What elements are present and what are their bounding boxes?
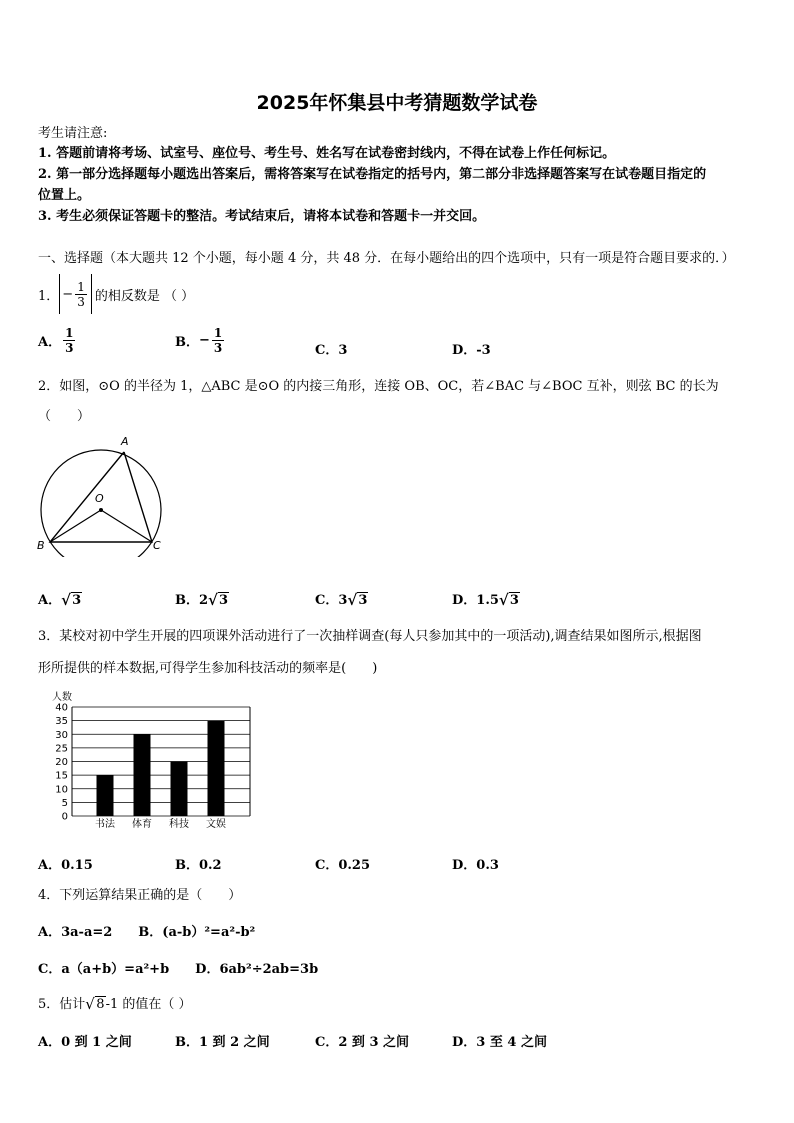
chart-x-tick-label: 书法 bbox=[95, 819, 115, 830]
radicand: 8 bbox=[96, 997, 105, 1012]
fraction-numerator: 1 bbox=[213, 326, 223, 340]
notice-item-2: 2. 第一部分选择题每小题选出答案后，需将答案写在试卷指定的括号内，第二部分非选择题答案写在试卷题目指定的 bbox=[38, 167, 707, 182]
option-label: A． bbox=[38, 593, 62, 608]
q2-option-b bbox=[175, 589, 229, 608]
question-3-line-1: 3．某校对初中学生开展的四项课外活动进行了一次抽样调查(每人只参加其中的一项活动),调查结果如图所示,根据图 bbox=[38, 629, 702, 644]
chart-bars bbox=[97, 721, 225, 816]
label-o: O bbox=[95, 492, 104, 505]
q1-option-a bbox=[38, 326, 77, 355]
chart-x-ticks bbox=[95, 817, 226, 830]
fraction bbox=[75, 280, 87, 309]
q5-option-b: B．1 到 2 之间 bbox=[175, 1035, 270, 1050]
circle-triangle-figure bbox=[34, 432, 164, 557]
option-label: C．3 bbox=[315, 593, 348, 608]
minus-sign: − bbox=[199, 333, 210, 348]
q1-option-d: D．-3 bbox=[452, 343, 491, 358]
question-3-line-2: 形所提供的样本数据,可得学生参加科技活动的频率是( ) bbox=[38, 661, 378, 676]
q2-option-c bbox=[315, 589, 368, 608]
segment-oc bbox=[101, 510, 152, 542]
q3-option-c: C．0.25 bbox=[315, 858, 371, 873]
option-label: D．1.5 bbox=[452, 593, 499, 608]
question-5-post: -1 的值在（ ） bbox=[105, 997, 192, 1012]
chart-y-axis-label: 人数 bbox=[52, 692, 72, 703]
chart-y-tick-label: 40 bbox=[55, 702, 68, 714]
question-4-stem: 4．下列运算结果正确的是（ ） bbox=[38, 888, 242, 903]
absolute-value-expression bbox=[59, 274, 92, 314]
label-b: B bbox=[37, 539, 45, 552]
chart-y-tick-label: 20 bbox=[55, 757, 68, 768]
sqrt-expression bbox=[349, 593, 368, 608]
center-point-o bbox=[99, 508, 103, 512]
q3-option-b: B．0.2 bbox=[175, 858, 222, 873]
chart-bar bbox=[97, 775, 114, 816]
question-1-tail: 的相反数是 （ ） bbox=[94, 288, 195, 304]
question-2-line-1: 2．如图，⊙O 的半径为 1，△ABC 是⊙O 的内接三角形，连接 OB、OC，若∠BAC 与∠BOC 互补，则弦 BC 的长为 bbox=[38, 379, 719, 394]
chart-y-tick-label: 15 bbox=[55, 770, 68, 782]
fraction bbox=[212, 326, 224, 355]
chart-y-tick-label: 10 bbox=[55, 784, 68, 796]
question-2-line-2: （ ） bbox=[38, 409, 91, 424]
option-label: B． bbox=[175, 335, 199, 350]
chart-x-tick-label: 文娱 bbox=[206, 819, 226, 830]
q3-option-d: D．0.3 bbox=[452, 858, 499, 873]
chart-x-tick-label: 体育 bbox=[132, 819, 152, 830]
page-title: 2025年怀集县中考猜题数学试卷 bbox=[256, 92, 538, 114]
bar-chart bbox=[30, 686, 270, 836]
fraction-numerator: 1 bbox=[65, 326, 74, 340]
radicand: 3 bbox=[509, 593, 519, 608]
section-heading: 一、选择题（本大题共 12 个小题，每小题 4 分，共 48 分．在每小题给出的四个选项中，只有一项是符合题目要求的．） bbox=[38, 251, 735, 266]
chart-bar bbox=[171, 762, 188, 817]
minus-sign: − bbox=[62, 286, 74, 302]
sqrt-expression bbox=[87, 997, 105, 1012]
q3-option-a: A．0.15 bbox=[38, 858, 93, 873]
q5-option-d: D．3 至 4 之间 bbox=[452, 1035, 547, 1050]
sqrt-expression bbox=[501, 593, 520, 608]
radicand: 3 bbox=[358, 593, 368, 608]
option-label: A． bbox=[38, 335, 62, 350]
chart-y-tick-label: 30 bbox=[55, 729, 68, 741]
label-a: A bbox=[121, 435, 129, 448]
chart-y-tick-label: 35 bbox=[55, 716, 68, 728]
fraction-denominator: 3 bbox=[65, 341, 74, 355]
label-c: C bbox=[153, 539, 161, 552]
notice-heading: 考生请注意: bbox=[38, 126, 108, 141]
q5-option-c: C．2 到 3 之间 bbox=[315, 1035, 410, 1050]
chart-y-tick-label: 0 bbox=[61, 811, 68, 823]
sqrt-expression bbox=[63, 593, 82, 608]
chart-y-tick-label: 25 bbox=[55, 743, 68, 755]
question-5-pre: 5．估计 bbox=[38, 997, 86, 1012]
chart-y-tick-label: 5 bbox=[61, 797, 68, 809]
segment-ob bbox=[50, 510, 101, 542]
question-1-number: 1． bbox=[38, 288, 60, 304]
notice-item-3: 3. 考生必须保证答题卡的整洁。考试结束后，请将本试卷和答题卡一并交回。 bbox=[38, 209, 486, 224]
fraction-denominator: 3 bbox=[213, 341, 223, 355]
radicand: 3 bbox=[219, 593, 229, 608]
fraction-denominator: 3 bbox=[77, 294, 85, 309]
option-label: B．2 bbox=[175, 593, 209, 608]
q2-option-d bbox=[452, 589, 520, 608]
q1-option-c: C．3 bbox=[315, 343, 348, 358]
q5-option-a: A．0 到 1 之间 bbox=[38, 1035, 132, 1050]
chart-x-tick-label: 科技 bbox=[169, 819, 189, 830]
fraction bbox=[63, 326, 75, 355]
radicand: 3 bbox=[72, 593, 82, 608]
chart-bar bbox=[134, 734, 151, 816]
q2-option-a bbox=[38, 589, 82, 608]
chart-y-ticks bbox=[55, 703, 68, 823]
notice-item-2-cont: 位置上。 bbox=[38, 188, 91, 203]
q4-options-ab: A．3a-a=2 B．(a-b）²=a²-b² bbox=[38, 925, 256, 940]
sqrt-expression bbox=[210, 593, 229, 608]
question-1 bbox=[38, 274, 194, 314]
q1-option-b bbox=[175, 326, 226, 355]
chart-bar bbox=[208, 721, 225, 816]
question-5 bbox=[38, 993, 192, 1012]
fraction-numerator: 1 bbox=[77, 279, 85, 294]
notice-item-1: 1. 答题前请将考场、试室号、座位号、考生号、姓名写在试卷密封线内，不得在试卷上作任何标记。 bbox=[38, 146, 616, 161]
q4-options-cd: C．a（a+b）=a²+b D．6ab²÷2ab=3b bbox=[38, 962, 319, 977]
